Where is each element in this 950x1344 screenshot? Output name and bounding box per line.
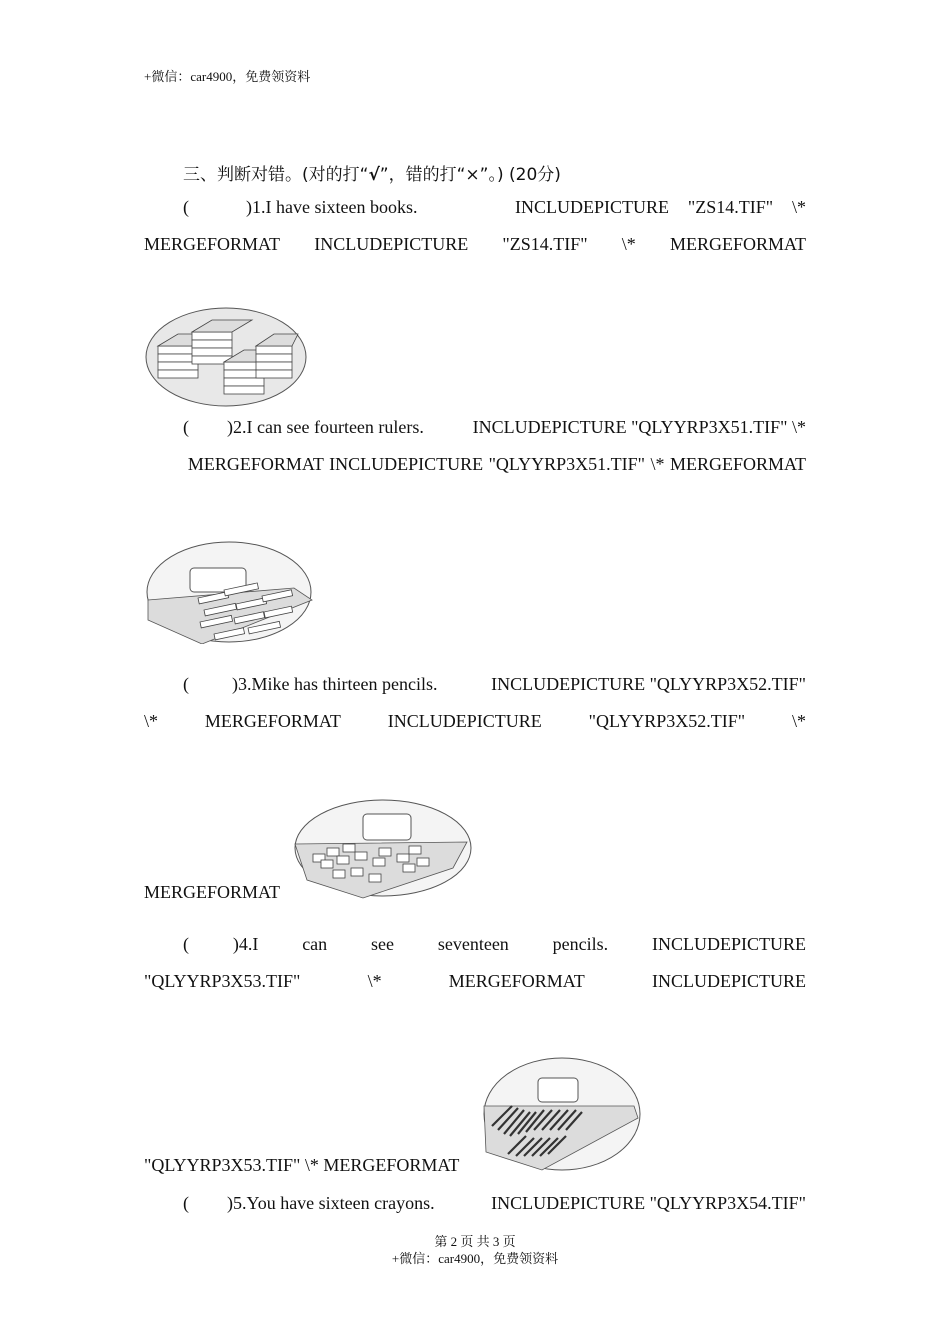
question-4-line-3: "QLYYRP3X53.TIF" \* MERGEFORMAT [144, 1155, 460, 1175]
word: INCLUDEPICTURE [652, 934, 806, 954]
erasers-image [293, 798, 475, 900]
question-1-line-2 [144, 234, 806, 255]
word: pencils. [552, 934, 609, 954]
word: can [302, 934, 328, 954]
pencils-image [482, 1056, 642, 1172]
question-4-line-2 [144, 971, 806, 992]
cross-mark: × [465, 165, 480, 185]
section-title: 三、判断对错。(对的打“√”，错的打“×”。) (20分) [183, 165, 561, 185]
word: MERGEFORMAT [204, 711, 341, 731]
word: \* [367, 971, 382, 991]
question-5-line-1: ( )5.You have sixteen crayons. INCLUDEPICTURE "QLYYRP3X54.TIF" [183, 1193, 806, 1213]
word: "ZS14.TIF" [502, 234, 588, 254]
word: )4.I [232, 934, 259, 954]
rulers-image [144, 540, 314, 644]
word: "ZS14.TIF" [687, 197, 774, 217]
word: \* [144, 711, 159, 731]
question-1-line-1: ( )1.I have sixteen books. INCLUDEPICTURE "ZS14.TIF" \* [183, 197, 806, 217]
word: "QLYYRP3X53.TIF" [144, 971, 301, 991]
question-2-line-1: ( )2.I can see fourteen rulers. INCLUDEPICTURE "QLYYRP3X51.TIF" \* [183, 417, 806, 437]
word: INCLUDEPICTURE [387, 711, 542, 731]
footer-wechat: +微信：car4900，免费领资料 [391, 1251, 559, 1266]
word: INCLUDEPICTURE [515, 197, 669, 217]
word: INCLUDEPICTURE [651, 971, 806, 991]
page-number: 第 2 页 共 3 页 [434, 1234, 516, 1249]
word: \* [791, 197, 806, 217]
question-3-line-2 [144, 711, 806, 732]
word: seventeen [437, 934, 509, 954]
word: MERGEFORMAT [144, 234, 281, 254]
word: \* [791, 711, 806, 731]
word: \* [621, 234, 636, 254]
question-3-line-3: MERGEFORMAT [144, 882, 281, 902]
question-2-line-2: MERGEFORMAT INCLUDEPICTURE "QLYYRP3X51.TIF" \* MERGEFORMAT [187, 454, 806, 474]
header-wechat: +微信：car4900，免费领资料 [144, 69, 311, 84]
word: see [371, 934, 394, 954]
word: MERGEFORMAT [448, 971, 585, 991]
question-4-line-1 [183, 934, 806, 955]
word: MERGEFORMAT [669, 234, 806, 254]
word: "QLYYRP3X52.TIF" [588, 711, 746, 731]
books-image [144, 306, 308, 408]
question-3-line-1: ( )3.Mike has thirteen pencils. INCLUDEPICTURE "QLYYRP3X52.TIF" [183, 674, 806, 694]
check-mark: √ [368, 165, 380, 185]
word: ( [183, 934, 189, 954]
word: INCLUDEPICTURE [314, 234, 469, 254]
